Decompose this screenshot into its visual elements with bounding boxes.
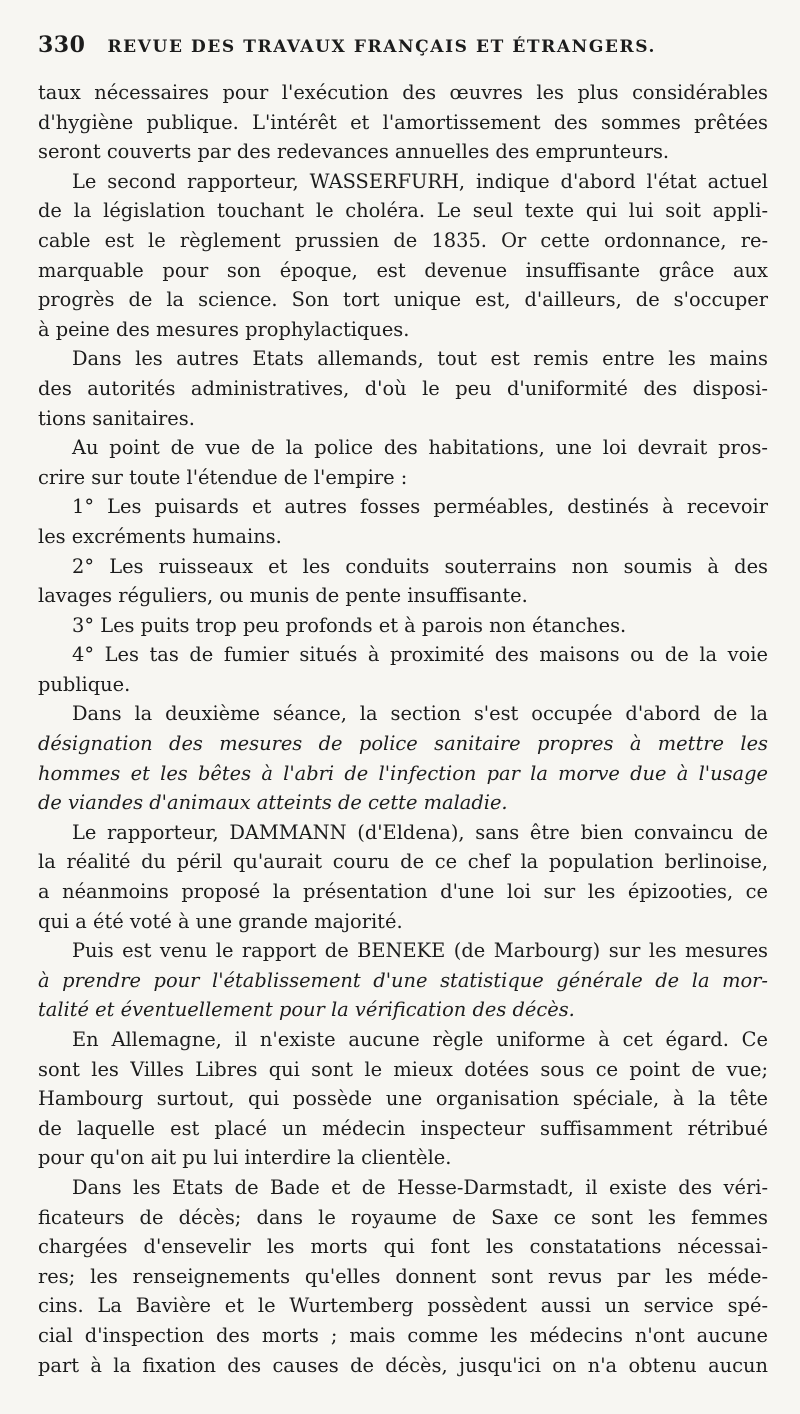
- text-line: 4° Les tas de fumier situés à proximité des maisons ou de la voie: [72, 643, 768, 667]
- text-line: taux nécessaires pour l'exécution des œuvres les plus considérables: [38, 81, 768, 104]
- text-line: Puis est venu le rapport de BENEKE (de Marbourg) sur les mesures: [72, 939, 768, 963]
- text-line: d'hygiène publique. L'intérêt et l'amortissement des sommes prêtées: [38, 110, 768, 134]
- body-text: [38, 78, 768, 1380]
- page-number: 330: [38, 32, 86, 58]
- text-line: de laquelle est placé un médecin inspecteur suffisamment rétribué: [38, 1116, 768, 1140]
- text-line: cable est le règlement prussien de 1835. Or cette ordonnance, re-: [38, 228, 768, 252]
- text-line: Au point de vue de la police des habitations, une loi devrait pros-: [72, 436, 768, 460]
- text-line: des autorités administratives, d'où le peu d'uniformité des disposi-: [38, 376, 768, 400]
- text-line: seront couverts par des redevances annuelles des emprunteurs.: [38, 140, 670, 164]
- text-line: progrès de la science. Son tort unique est, d'ailleurs, de s'occuper: [38, 288, 768, 312]
- text-line: En Allemagne, il n'existe aucune règle uniforme à cet égard. Ce: [72, 1028, 768, 1051]
- text-line: 2° Les ruisseaux et les conduits souterrains non soumis à des: [72, 554, 768, 578]
- text-line: de la législation touchant le choléra. Le seul texte qui lui soit appli-: [38, 199, 768, 223]
- text-line: lavages réguliers, ou munis de pente insuffisante.: [38, 584, 528, 608]
- text-line: Le second rapporteur, WASSERFURH, indique d'abord l'état actuel: [72, 169, 768, 193]
- text-line: 1° Les puisards et autres fosses perméables, destinés à recevoir: [72, 495, 768, 519]
- text-line: qui a été voté à une grande majorité.: [38, 909, 403, 933]
- text-line: à peine des mesures prophylactiques.: [38, 317, 410, 341]
- text-line: cins. La Bavière et le Wurtemberg possèdent aussi un service spé-: [38, 1294, 768, 1318]
- text-line: à prendre pour l'établissement d'une statistique générale de la mor-: [38, 968, 768, 992]
- text-line: publique.: [38, 672, 131, 696]
- text-line: Le rapporteur, DAMMANN (d'Eldena), sans être bien convaincu de: [72, 820, 768, 844]
- text-line: Dans les autres Etats allemands, tout est remis entre les mains: [72, 347, 768, 371]
- text-line: désignation des mesures de police sanitaire propres à mettre les: [38, 732, 768, 756]
- running-title: REVUE DES TRAVAUX FRANÇAIS ET ÉTRANGERS.: [107, 37, 657, 57]
- text-line: a néanmoins proposé la présentation d'une loi sur les épizooties, ce: [38, 880, 768, 904]
- text-line: marquable pour son époque, est devenue insuffisante grâce aux: [38, 258, 768, 282]
- text-line: ficateurs de décès; dans le royaume de Saxe ce sont les femmes: [38, 1205, 768, 1229]
- text-line: talité et éventuellement pour la vérification des décès.: [38, 998, 575, 1022]
- text-line: sont les Villes Libres qui sont le mieux dotées sous ce point de vue;: [38, 1057, 768, 1081]
- text-line: la réalité du péril qu'aurait couru de ce chef la population berlinoise,: [38, 850, 768, 874]
- text-line: 3° Les puits trop peu profonds et à parois non étanches.: [72, 613, 627, 637]
- text-line: chargées d'ensevelir les morts qui font les constatations nécessai-: [38, 1235, 768, 1259]
- book-page: [38, 32, 768, 1402]
- text-line: Dans la deuxième séance, la section s'est occupée d'abord de la: [72, 702, 768, 726]
- text-line: res; les renseignements qu'elles donnent sont revus par les méde-: [38, 1264, 768, 1288]
- text-line: Hambourg surtout, qui possède une organisation spéciale, à la tête: [38, 1087, 768, 1111]
- text-line: de viandes d'animaux atteints de cette maladie.: [38, 791, 508, 815]
- text-line: tions sanitaires.: [38, 406, 195, 430]
- text-line: cial d'inspection des morts ; mais comme les médecins n'ont aucune: [38, 1323, 768, 1347]
- text-line: Dans les Etats de Bade et de Hesse-Darmstadt, il existe des véri-: [72, 1175, 768, 1199]
- text-line: crire sur toute l'étendue de l'empire :: [38, 465, 408, 489]
- text-line: hommes et les bêtes à l'abri de l'infection par la morve due à l'usage: [38, 761, 768, 785]
- text-line: part à la fixation des causes de décès, jusqu'ici on n'a obtenu aucun: [38, 1353, 768, 1377]
- text-line: les excréments humains.: [38, 524, 282, 548]
- running-head: [38, 32, 768, 72]
- text-line: pour qu'on ait pu lui interdire la clientèle.: [38, 1146, 452, 1170]
